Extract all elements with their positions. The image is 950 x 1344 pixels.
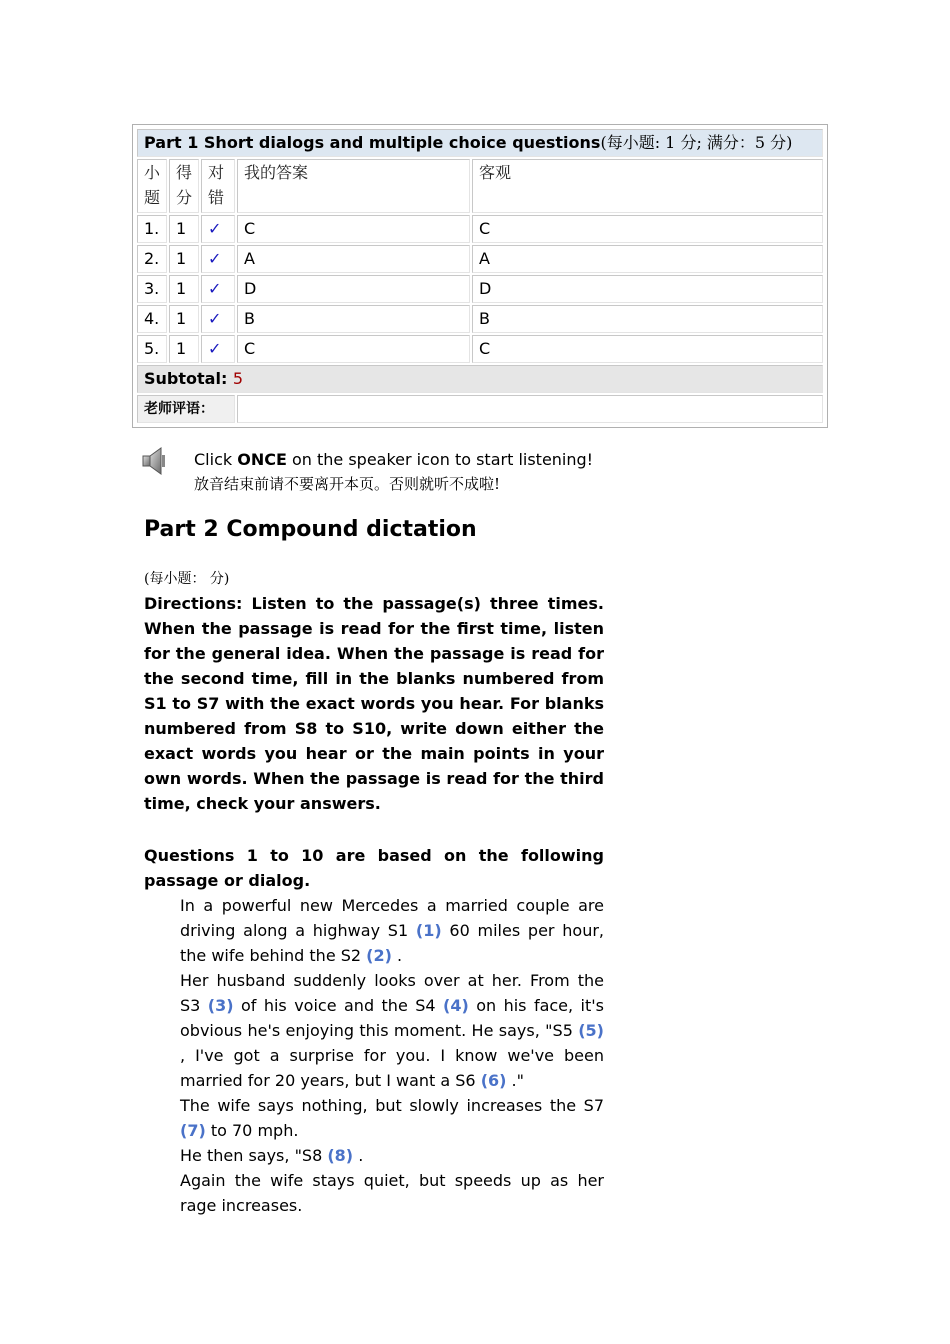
row-number: 5. [137, 335, 167, 363]
teacher-comment-label: 老师评语： [137, 395, 235, 423]
listening-instructions [194, 448, 593, 496]
check-icon: ✓ [201, 275, 235, 303]
speaker-icon[interactable] [141, 446, 167, 476]
passage-paragraph [180, 893, 604, 968]
passage-text: of his voice and the S4 [233, 996, 444, 1015]
listening-line-1-post: on the speaker icon to start listening! [286, 450, 594, 469]
table-row [137, 335, 823, 363]
passage-text: , I've got a surprise for you. I know we've been married for 20 years, but I want a S6 [180, 1046, 604, 1090]
blank-4[interactable]: (4) [443, 996, 469, 1015]
part1-title-row [137, 129, 823, 157]
row-my-answer: B [237, 305, 470, 333]
header-my-answer: 我的答案 [237, 159, 470, 213]
check-icon: ✓ [201, 215, 235, 243]
passage-text: to 70 mph. [205, 1121, 299, 1140]
row-my-answer: A [237, 245, 470, 273]
blank-6[interactable]: (6) [480, 1071, 507, 1090]
row-score: 1 [169, 275, 199, 303]
check-icon: ✓ [201, 305, 235, 333]
listening-line-1 [194, 448, 593, 472]
listening-line-2: 放音结束前请不要离开本页。否则就听不成啦! [194, 475, 501, 493]
teacher-comment-value [237, 395, 823, 423]
passage-text: on his face, it's obvious he's enjoying this moment. He says, "S5 [180, 996, 605, 1040]
row-score: 1 [169, 245, 199, 273]
table-row [137, 245, 823, 273]
row-key: C [472, 215, 823, 243]
row-key: D [472, 275, 823, 303]
table-row [137, 305, 823, 333]
blank-2[interactable]: (2) [366, 946, 392, 965]
part2-score-note: (每小题： 分) [144, 571, 230, 587]
blank-7[interactable]: (7) [180, 1121, 206, 1140]
part1-results-panel [132, 124, 828, 428]
header-score: 得分 [169, 159, 199, 213]
row-number: 3. [137, 275, 167, 303]
passage-paragraph [180, 968, 604, 1093]
header-key: 客观 [472, 159, 823, 213]
passage-text: He then says, "S8 [180, 1146, 328, 1165]
results-table [135, 127, 825, 425]
header-correct: 对错 [201, 159, 235, 213]
blank-1[interactable]: (1) [415, 921, 442, 940]
blank-5[interactable]: (5) [578, 1021, 604, 1040]
row-key: C [472, 335, 823, 363]
row-number: 2. [137, 245, 167, 273]
passage-paragraph [180, 1093, 604, 1143]
part1-title-note: (每小题: 1 分; 满分：5 分) [600, 133, 793, 152]
passage-paragraph: Again the wife stays quiet, but speeds up as her rage increases. [180, 1171, 604, 1215]
subtotal-value: 5 [232, 369, 244, 388]
listening-line-1-pre: Click [194, 450, 238, 469]
part1-title-bold: Part 1 Short dialogs and multiple choice questions [144, 133, 601, 152]
table-row [137, 275, 823, 303]
header-question-number: 小题 [137, 159, 167, 213]
dictation-passage [180, 893, 604, 1218]
row-my-answer: D [237, 275, 470, 303]
passage-paragraph [180, 1143, 604, 1168]
passage-text: In a powerful new Mercedes a married couple are driving along a highway S1 [180, 896, 604, 940]
row-number: 1. [137, 215, 167, 243]
subtotal-row [137, 365, 823, 393]
subtotal-label: Subtotal [144, 369, 221, 388]
part2-directions: Directions: Listen to the passage(s) three times. When the passage is read for the first time, listen for the general idea. When the passage is read for the second time, fill in the blanks numbered from S1 to S7 with the exact words you hear. For blanks numbered from S8 to S10, write down either the exact words you hear or the main points in your own words. When the passage is read for the third time, check your answers. [144, 594, 604, 813]
passage-text: Her husband suddenly looks over at her. From the S3 [180, 971, 604, 1015]
teacher-comment-row [137, 395, 823, 423]
row-number: 4. [137, 305, 167, 333]
table-row [137, 215, 823, 243]
subtotal: Subtotal: 5 [137, 365, 823, 393]
passage-text: ." [506, 1071, 524, 1090]
part1-title [137, 129, 823, 157]
passage-text: 60 miles per hour, the wife behind the S2 [180, 921, 605, 965]
part2-title: Part 2 Compound dictation [144, 517, 477, 542]
questions-intro: Questions 1 to 10 are based on the following passage or dialog. [144, 846, 604, 890]
blank-3[interactable]: (3) [207, 996, 234, 1015]
passage-text: The wife says nothing, but slowly increases the S7 [180, 1096, 604, 1115]
passage-text: . [353, 1146, 364, 1165]
row-score: 1 [169, 305, 199, 333]
row-key: A [472, 245, 823, 273]
row-my-answer: C [237, 215, 470, 243]
passage-text: . [391, 946, 403, 965]
listening-line-1-bold: ONCE [237, 450, 287, 469]
blank-8[interactable]: (8) [327, 1146, 354, 1165]
row-score: 1 [169, 335, 199, 363]
table-header-row [137, 159, 823, 213]
check-icon: ✓ [201, 335, 235, 363]
row-score: 1 [169, 215, 199, 243]
check-icon: ✓ [201, 245, 235, 273]
row-my-answer: C [237, 335, 470, 363]
row-key: B [472, 305, 823, 333]
